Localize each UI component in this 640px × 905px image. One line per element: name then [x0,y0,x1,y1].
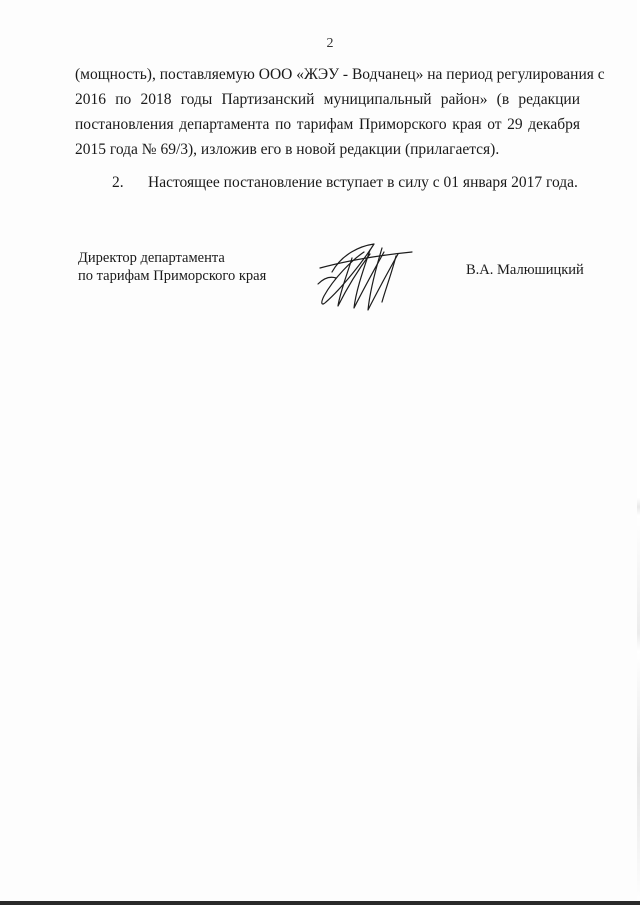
handwritten-signature [312,232,422,316]
page-number: 2 [326,36,334,51]
clause-2 [75,170,595,195]
signer-title-line-1: Директор департамента [78,250,225,266]
clause-number: 2. [112,174,124,191]
body-line: 2016 по 2018 годы Партизанский муниципальный район» (в редакции [75,91,580,108]
signer-title [78,249,266,285]
signer-name: В.А. Малюшицкий [466,262,584,278]
body-paragraph [75,62,605,162]
body-line: 2015 года № 69/3), изложив его в новой редакции (прилагается). [75,141,500,158]
clause-text: Настоящее постановление вступает в силу с 01 января 2017 года. [148,174,578,191]
body-line: (мощность), поставляемую ООО «ЖЭУ - Водчанец» на период регулирования с [75,66,605,83]
scan-bottom-edge [0,901,640,905]
signer-title-line-2: по тарифам Приморского края [78,268,267,284]
body-line: постановления департамента по тарифам Приморского края от 29 декабря [75,116,580,133]
